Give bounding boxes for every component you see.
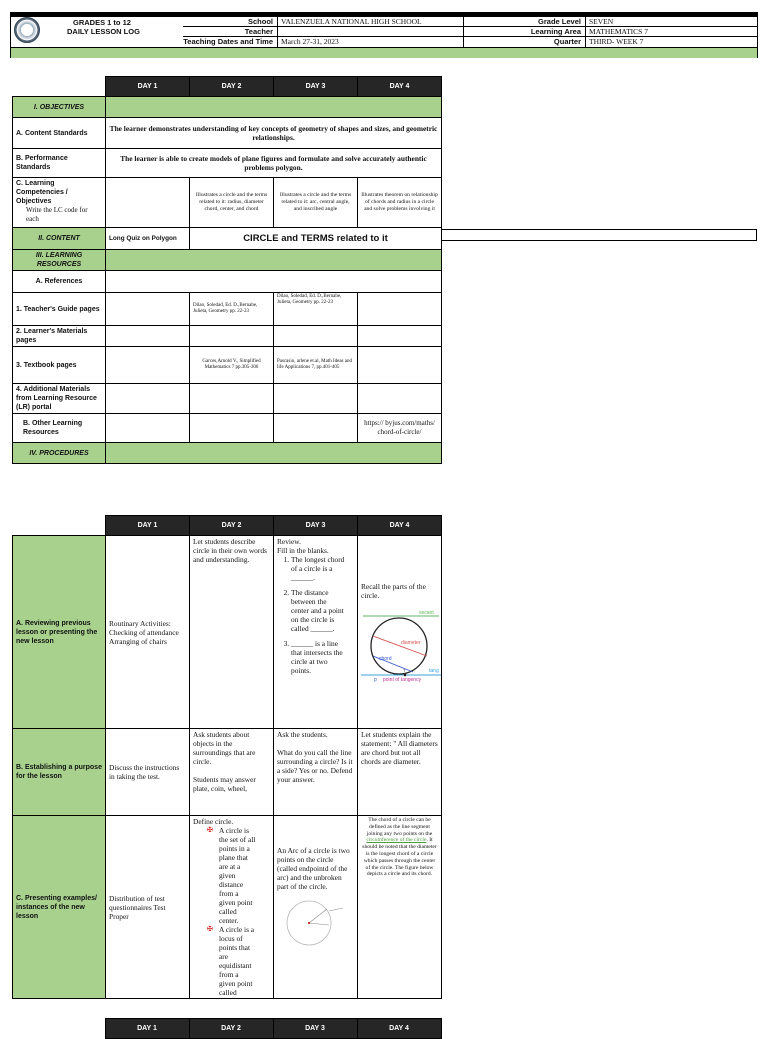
objectives-heading: I. OBJECTIVES — [13, 97, 106, 118]
content-heading: II. CONTENT — [13, 228, 106, 250]
quarter-value: THIRD- WEEK 7 — [589, 37, 644, 46]
day-header: DAY 4 — [357, 1019, 441, 1039]
content-standards-label: A. Content Standards — [13, 118, 106, 149]
procedures-green — [106, 443, 442, 464]
establishing-label: B. Establishing a purpose for the lesson — [13, 729, 106, 816]
content-standards-text: The learner demonstrates understanding of key concepts of geometry of shapes and sizes, and geometric relationships. — [106, 118, 442, 149]
point-tangency-text: point of tangency — [383, 677, 422, 682]
tangent-text: tang — [429, 668, 439, 674]
b-day4: Let students explain the statement: " All diameters are chord but not all chords are diameter. — [358, 729, 442, 816]
area-value: MATHEMATICS 7 — [589, 27, 648, 36]
content-day1: Long Quiz on Polygon — [106, 228, 190, 250]
lc-day2: Illustrates a circle and the terms related to it: radius, diameter chord, center, and chord — [190, 178, 274, 228]
day-header: DAY 2 — [190, 77, 274, 97]
tg-day2: Dilao, Soledad, Ed. D.,Bernabe, Julieta, Geometry pp. 22-23 — [190, 293, 274, 326]
a-day3 — [274, 536, 358, 729]
lc-day1 — [106, 178, 190, 228]
arc-radius — [309, 909, 327, 923]
day-header: DAY 1 — [106, 77, 190, 97]
amlr-label: 4. Additional Materials from Learning Resource (LR) portal — [13, 384, 106, 414]
lesson-table-1 — [12, 76, 442, 464]
chord-definition-b: . It should be noted that the diameter is the longest chord of a circle which passes through the center of the circle. The figure below depicts a circle and its chord. — [362, 837, 437, 878]
performance-standards-label: B. Performance Standards — [13, 149, 106, 178]
b-day2a: Ask students about objects in the surroundings that are circle. — [193, 730, 256, 766]
p-text: p — [374, 677, 377, 682]
competencies-title: C. Learning Competencies / Objectives — [16, 180, 68, 205]
fill-blank-item: 2. The distance between the center and a point on the circle is called ______. — [291, 588, 354, 633]
tb-day1 — [106, 347, 190, 384]
school-value: VALENZUELA NATIONAL HIGH SCHOOL — [281, 17, 422, 26]
day-header: DAY 3 — [274, 516, 358, 536]
competencies-sub: Write the LC code for each — [26, 206, 88, 223]
day-header: DAY 4 — [358, 516, 442, 536]
day-header: DAY 1 — [106, 516, 190, 536]
school-label: School — [247, 17, 273, 26]
header-title-1: GRADES 1 to 12 — [73, 18, 131, 27]
blank-corner — [13, 77, 106, 97]
lesson-table-3 — [12, 1018, 442, 1039]
tg-day1 — [106, 293, 190, 326]
c-day1: Distribution of test questionnaires Test Proper — [106, 816, 190, 999]
area-label: Learning Area — [530, 27, 581, 36]
presenting-label: C. Presenting examples/ instances of the new lesson — [13, 816, 106, 999]
header-green-bar — [11, 47, 757, 58]
b-day3a: Ask the students. — [277, 730, 328, 739]
circumference-link[interactable]: circumference of the circle — [366, 837, 427, 844]
amlr-cell — [274, 384, 358, 414]
tg-day3: Dilao, Soledad, Ed. D.,Bernabe, Julieta, Geometry pp. 22-23 — [274, 293, 358, 326]
a-day2: Let students describe circle in their own words and understanding. — [190, 536, 274, 729]
circle-parts-diagram — [361, 602, 441, 682]
arc-diagram — [277, 895, 357, 949]
a-day1: Routinary Activities: Checking of attendance Arranging of chairs — [106, 536, 190, 729]
definition-item: ✠ A circle is a locus of points that are equidistant from a given point called — [207, 925, 256, 997]
dates-label: Teaching Dates and Time — [183, 37, 273, 46]
fill-blank-item: 3. ______ is a line that intersects the circle at two points. — [291, 639, 354, 675]
lm-cell — [358, 326, 442, 347]
day-header: DAY 1 — [105, 1019, 189, 1039]
c-day4 — [358, 816, 442, 999]
arc-definition: An Arc of a circle is two points on the circle (called endpointd of the arc) and the unbroken part of the circle. — [277, 846, 350, 891]
header-block — [10, 12, 758, 58]
tb-day2: Garces,Arnold V., Simplified Mathematics 7 pp.305-306 — [190, 347, 274, 384]
diameter-text: diameter — [401, 640, 421, 646]
a-day3-intro2: Fill in the blanks. — [277, 546, 329, 555]
a-day3-intro1: Review. — [277, 537, 301, 546]
grade-label: Grade Level — [538, 17, 581, 26]
other-cell — [190, 414, 274, 443]
tangent-point — [404, 674, 407, 677]
deped-seal-icon — [14, 17, 40, 43]
tg-day4 — [358, 293, 442, 326]
other-label: B. Other Learning Resources — [13, 414, 106, 443]
chord-text: chord — [379, 656, 392, 662]
lm-cell — [106, 326, 190, 347]
resources-heading: III. LEARNING RESOURCES — [13, 250, 106, 271]
references-empty — [106, 271, 442, 293]
fill-blank-list — [277, 555, 354, 675]
c-day2-intro: Define circle. — [193, 817, 234, 826]
content-main: CIRCLE and TERMS related to it — [190, 228, 442, 250]
b-day3 — [274, 729, 358, 816]
arc-center — [308, 922, 310, 924]
chord-definition-a: The chord of a circle can be defined as the line segment joining any two points on the — [366, 817, 433, 837]
secant-text: secant — [419, 610, 434, 616]
other-cell — [106, 414, 190, 443]
day-header: DAY 3 — [273, 1019, 357, 1039]
procedures-heading: IV. PROCEDURES — [13, 443, 106, 464]
a-day4 — [358, 536, 442, 729]
lm-cell — [274, 326, 358, 347]
lm-label: 2. Learner's Materials pages — [13, 326, 106, 347]
diameter-line — [373, 636, 427, 656]
tb-label: 3. Textbook pages — [13, 347, 106, 384]
other-cell — [274, 414, 358, 443]
amlr-cell — [190, 384, 274, 414]
arc-radius — [309, 923, 329, 925]
blank-corner — [13, 516, 106, 536]
extended-row-box — [441, 229, 757, 241]
c-day3 — [274, 816, 358, 999]
teacher-label: Teacher — [244, 27, 273, 36]
fill-blank-item: 1. The longest chord of a circle is a ______. — [291, 555, 354, 582]
reviewing-label: A. Reviewing previous lesson or presenting the new lesson — [13, 536, 106, 729]
quarter-label: Quarter — [553, 37, 581, 46]
performance-standards-text: The learner is able to create models of plane figures and formulate and solve accurately authentic problems polygon. — [106, 149, 442, 178]
b-day2 — [190, 729, 274, 816]
tb-day4 — [358, 347, 442, 384]
header-divider — [277, 17, 278, 47]
arc-pointer — [329, 908, 343, 911]
b-day1: Discuss the instructions in taking the test. — [106, 729, 190, 816]
lm-cell — [190, 326, 274, 347]
blank-corner — [12, 1019, 105, 1039]
competencies-label — [13, 178, 106, 228]
amlr-cell — [358, 384, 442, 414]
grade-value: SEVEN — [589, 17, 614, 26]
day-header: DAY 4 — [358, 77, 442, 97]
amlr-cell — [106, 384, 190, 414]
header-divider — [585, 17, 586, 47]
t-text: T — [403, 668, 406, 673]
header-title-2: DAILY LESSON LOG — [67, 27, 140, 36]
b-day2b: Students may answer plate, coin, wheel, — [193, 775, 256, 793]
lc-day4: Illustrates theorem on relationship of chords and radius in a circle and solve problems involving it — [358, 178, 442, 228]
references-label: A. References — [13, 271, 106, 293]
day-header: DAY 2 — [190, 516, 274, 536]
other-link[interactable]: https:// byjus.com/maths/ chord-of-circle/ — [358, 414, 442, 443]
day-header: DAY 3 — [274, 77, 358, 97]
tg-label: 1. Teacher's Guide pages — [13, 293, 106, 326]
definition-item: ✠ A circle is the set of all points in a plane that are at a given distance from a given point called center. — [207, 826, 256, 925]
lc-day3: Illustrates a circle and the terms related to it: arc, central angle, and inscribed angle — [274, 178, 358, 228]
b-day3b: What do you call the line surrounding a circle? Is it a side? Yes or no. Defend your answer. — [277, 748, 353, 784]
tb-day3: Pascasio, arlene et.al, Math Ideas and life Applications 7, pp.401-405 — [274, 347, 358, 384]
circle-definition-list — [193, 826, 270, 997]
a-day4-text: Recall the parts of the circle. — [361, 582, 426, 600]
resources-green — [106, 250, 442, 271]
lesson-table-2 — [12, 515, 442, 999]
objectives-green — [106, 97, 442, 118]
day-header: DAY 2 — [189, 1019, 273, 1039]
c-day2 — [190, 816, 274, 999]
header-divider — [463, 17, 464, 47]
dates-value: March 27-31, 2023 — [281, 37, 339, 46]
